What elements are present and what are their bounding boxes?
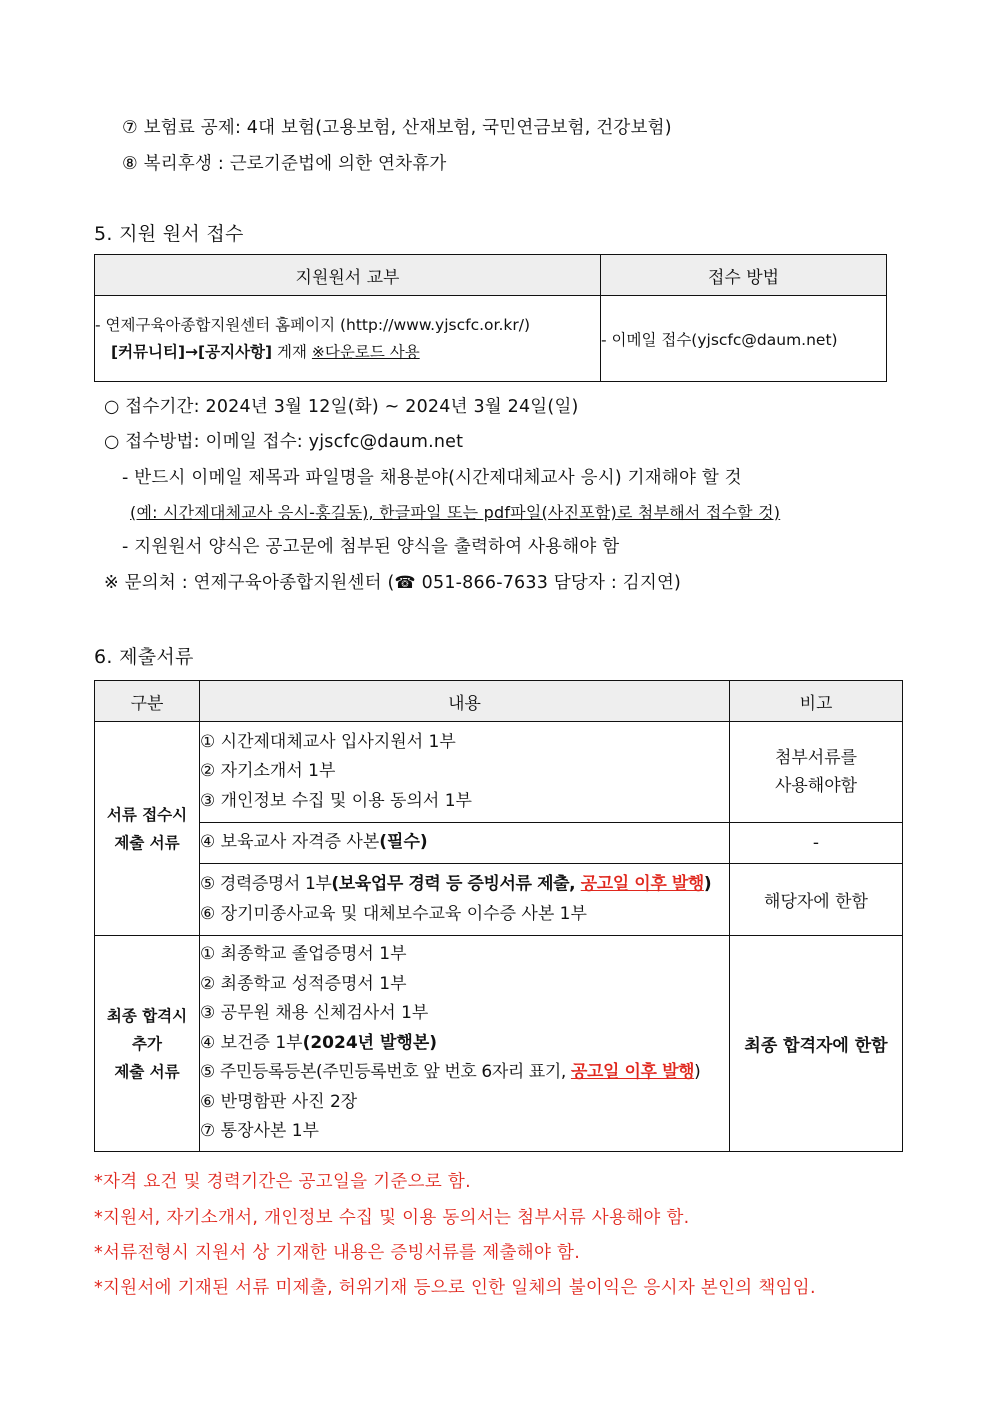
posted-text: 게재 [272,342,312,361]
list-item: ⑦ 통장사본 1부 [200,1121,319,1142]
item-text: ④ 보건증 1부 [200,1032,303,1053]
group1-block3-note: 해당자에 한함 [730,864,903,936]
contact-suffix: 051-866-7633 담당자 : 김지연) [415,573,682,593]
download-link[interactable]: ※다운로드 사용 [311,342,420,361]
list-item: ① 최종학교 졸업증명서 1부 [200,944,407,965]
group1-label-line-1: 서류 접수시 [106,805,188,824]
method-note-3: - 지원원서 양식은 공고문에 첨부된 양식을 출력하여 사용해야 함 [122,537,620,557]
group1-label-line-2: 제출 서류 [114,833,180,852]
group-final-label [95,936,200,1152]
group1-block2-note: - [730,823,903,864]
reception-method: ○ 접수방법: 이메일 접수: yjscfc@daum.net [104,432,464,452]
group2-note: 최종 합격자에 한함 [730,936,903,1152]
distribution-line-2 [95,339,600,366]
col-header-distribution: 지원원서 교부 [95,255,601,296]
item-text: ⑤ 주민등록등본(주민등록번호 앞 번호 6자리 표기, [200,1062,571,1083]
list-item [200,1029,729,1059]
header-content: 내용 [200,681,730,722]
header-remarks: 비고 [730,681,903,722]
section-6-title: 6. 제출서류 [94,646,194,668]
header-category: 구분 [95,681,200,722]
method-note-2: (예: 시간제대체교사 응시-홍길동), 한글파일 또는 pdf파일(사진포함)로 첨부해서 접수할 것) [130,503,781,522]
list-item [200,1058,729,1088]
item-bold-text: (보육업무 경력 등 증빙서류 제출, [331,874,581,894]
group2-label-line-2: 추가 [132,1034,162,1053]
list-item: ⑥ 반명함판 사진 2장 [200,1091,358,1112]
list-item: ② 최종학교 성적증명서 1부 [200,973,407,994]
list-item [200,870,729,900]
list-item: ⑥ 장기미종사교육 및 대체보수교육 이수증 사본 1부 [200,903,587,924]
issue-date-warning: 공고일 이후 발행 [570,1062,695,1083]
item-close: ) [703,874,712,894]
group2-label-line-3: 제출 서류 [114,1062,180,1081]
item-text: ⑤ 경력증명서 1부 [200,874,332,894]
list-item: ① 시간제대체교사 입사지원서 1부 [200,731,456,752]
footnote-2: *지원서, 자기소개서, 개인정보 수집 및 이용 동의서는 첨부서류 사용해야 함. [94,1208,690,1228]
phone-icon: ☎ [394,573,416,593]
benefit-item-7: ⑦ 보험료 공제: 4대 보험(고용보험, 산재보험, 국민연금보험, 건강보험) [122,118,672,138]
documents-table [94,680,903,1152]
contact-prefix: ※ 문의처 : 연제구육아종합지원센터 ( [104,573,395,593]
note-line-1: 첨부서류를 [774,748,858,768]
application-table [94,254,887,382]
note-line-2: 사용해야함 [774,776,858,796]
distribution-cell [95,296,601,382]
group1-block1-note [730,722,903,823]
issue-date-warning: 공고일 이후 발행 [580,874,704,894]
group2-content [200,936,730,1152]
item-close: ) [694,1062,701,1083]
group1-block2-content [200,823,730,864]
list-item: ③ 개인정보 수집 및 이용 동의서 1부 [200,790,472,811]
distribution-line-1: - 연제구육아종합지원센터 홈페이지 (http://www.yjscfc.or.kr/) [95,315,530,334]
group-application-label [95,722,200,936]
required-tag: (필수) [379,832,428,853]
item-bold-text: (2024년 발행본) [302,1032,438,1053]
method-cell: - 이메일 접수(yjscfc@daum.net) [601,296,887,382]
footnote-4: *지원서에 기재된 서류 미제출, 허위기재 등으로 인한 일체의 불이익은 응시자 본인의 책임임. [94,1278,816,1298]
list-item: ② 자기소개서 1부 [200,761,336,782]
section-5-title: 5. 지원 원서 접수 [94,223,244,245]
community-notice-path: [커뮤니티]→[공지사항] [111,342,273,361]
item-text: ④ 보육교사 자격증 사본 [200,832,380,853]
benefit-item-8: ⑧ 복리후생 : 근로기준법에 의한 연차휴가 [122,154,447,174]
col-header-method: 접수 방법 [601,255,887,296]
list-item: ③ 공무원 채용 신체검사서 1부 [200,1003,429,1024]
footnote-3: *서류전형시 지원서 상 기재한 내용은 증빙서류를 제출해야 함. [94,1243,581,1263]
group2-label-line-1: 최종 합격시 [106,1006,188,1025]
footnote-1: *자격 요건 및 경력기간은 공고일을 기준으로 함. [94,1172,471,1192]
reception-period: ○ 접수기간: 2024년 3월 12일(화) ~ 2024년 3월 24일(일) [104,397,579,417]
group1-block3-content [200,864,730,936]
method-note-1: - 반드시 이메일 제목과 파일명을 채용분야(시간제대체교사 응시) 기재해야 할 것 [122,468,742,488]
list-item [200,828,729,858]
group1-block1-content [200,722,730,823]
contact-info [104,569,681,594]
